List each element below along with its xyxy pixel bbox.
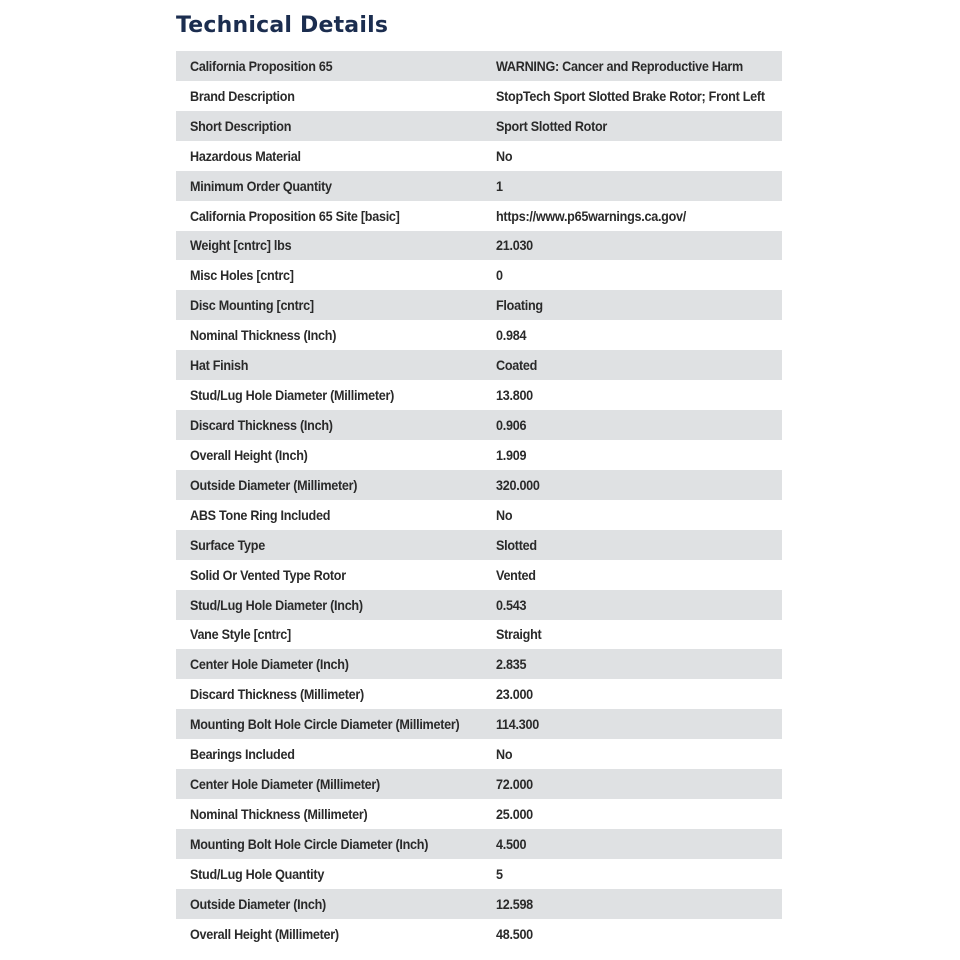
spec-value: 1.909 [496,446,527,463]
table-row [176,799,782,829]
spec-label-cell [176,231,482,261]
spec-label-cell [176,649,482,679]
table-row [176,709,782,739]
spec-value: StopTech Sport Slotted Brake Rotor; Front Left [496,87,765,104]
spec-label: Discard Thickness (Inch) [190,417,333,434]
spec-label-cell [176,799,482,829]
spec-value: 5 [496,865,503,882]
table-row [176,769,782,799]
table-row [176,739,782,769]
spec-value: 4.500 [496,835,527,852]
spec-label: Mounting Bolt Hole Circle Diameter (Millimeter) [190,716,460,733]
spec-value: Sport Slotted Rotor [496,117,608,134]
spec-value: 2.835 [496,656,527,673]
spec-label: Overall Height (Millimeter) [190,925,339,942]
spec-label: Stud/Lug Hole Quantity [190,865,325,882]
spec-value: 114.300 [496,716,539,733]
spec-value: 48.500 [496,925,533,942]
spec-label-cell [176,679,482,709]
spec-value-cell [482,51,782,81]
table-row [176,829,782,859]
spec-value: 23.000 [496,686,533,703]
spec-value: 0.543 [496,596,527,613]
spec-label-cell [176,739,482,769]
spec-value-cell [482,171,782,201]
spec-label-cell [176,769,482,799]
spec-value-cell [482,260,782,290]
spec-value: No [496,147,513,164]
spec-label: Disc Mounting [cntrc] [190,297,314,314]
spec-label: California Proposition 65 [190,57,333,74]
table-row [176,171,782,201]
spec-label: Mounting Bolt Hole Circle Diameter (Inch) [190,835,429,852]
spec-value: Coated [496,357,538,374]
spec-label-cell [176,380,482,410]
spec-label: Hat Finish [190,357,249,374]
spec-label: Center Hole Diameter (Millimeter) [190,776,380,793]
table-row [176,859,782,889]
spec-value-cell [482,889,782,919]
table-row [176,380,782,410]
spec-rows [176,51,782,949]
spec-value: 21.030 [496,237,533,254]
table-row [176,141,782,171]
spec-label: Vane Style [cntrc] [190,626,291,643]
spec-value: No [496,506,513,523]
table-row [176,260,782,290]
spec-label: Bearings Included [190,746,295,763]
page-title: Technical Details [176,13,389,38]
spec-label-cell [176,440,482,470]
spec-label-cell [176,859,482,889]
spec-value-cell [482,620,782,650]
spec-label-cell [176,81,482,111]
spec-value: 1 [496,177,503,194]
table-row [176,201,782,231]
spec-label: ABS Tone Ring Included [190,506,331,523]
spec-value-cell [482,201,782,231]
spec-value: 0.906 [496,417,527,434]
table-row [176,410,782,440]
spec-value-cell [482,141,782,171]
spec-label-cell [176,620,482,650]
spec-value-cell [482,859,782,889]
spec-label-cell [176,410,482,440]
spec-value-cell [482,111,782,141]
spec-label: Center Hole Diameter (Inch) [190,656,349,673]
table-row [176,649,782,679]
spec-label-cell [176,141,482,171]
spec-value-cell [482,231,782,261]
spec-label: Stud/Lug Hole Diameter (Millimeter) [190,387,395,404]
table-row [176,111,782,141]
spec-label-cell [176,290,482,320]
spec-value: 0.984 [496,327,527,344]
spec-value-cell [482,440,782,470]
spec-value-cell [482,350,782,380]
spec-value: 13.800 [496,387,533,404]
spec-label-cell [176,350,482,380]
spec-value-cell [482,919,782,949]
spec-value: 12.598 [496,895,533,912]
spec-value-cell [482,649,782,679]
spec-value-cell [482,320,782,350]
spec-label: Discard Thickness (Millimeter) [190,686,364,703]
spec-value-cell [482,380,782,410]
spec-label: Solid Or Vented Type Rotor [190,566,346,583]
spec-value: 25.000 [496,806,533,822]
spec-value: 0 [496,267,503,284]
spec-label: Overall Height (Inch) [190,446,308,463]
spec-label: Outside Diameter (Millimeter) [190,476,358,493]
spec-label: Weight [cntrc] lbs [190,237,292,254]
spec-value-cell [482,769,782,799]
table-row [176,350,782,380]
spec-label-cell [176,260,482,290]
table-row [176,290,782,320]
spec-value-cell [482,500,782,530]
table-row [176,620,782,650]
spec-label-cell [176,470,482,500]
spec-label-cell [176,320,482,350]
spec-label-cell [176,889,482,919]
spec-label: Stud/Lug Hole Diameter (Inch) [190,596,363,613]
spec-value-cell [482,709,782,739]
spec-value: https://www.p65warnings.ca.gov/ [496,207,686,224]
spec-label: Misc Holes [cntrc] [190,267,294,284]
table-row [176,679,782,709]
spec-value-cell [482,560,782,590]
table-row [176,500,782,530]
table-row [176,320,782,350]
spec-label-cell [176,171,482,201]
spec-label-cell [176,530,482,560]
spec-value-cell [482,410,782,440]
spec-value: 72.000 [496,776,533,793]
spec-label-cell [176,919,482,949]
spec-label: Short Description [190,117,292,134]
spec-label: California Proposition 65 Site [basic] [190,207,400,224]
spec-value-cell [482,290,782,320]
spec-label-cell [176,829,482,859]
table-row [176,470,782,500]
spec-value-cell [482,679,782,709]
spec-label: Nominal Thickness (Inch) [190,327,337,344]
spec-label: Nominal Thickness (Millimeter) [190,806,368,822]
spec-label: Outside Diameter (Inch) [190,895,326,912]
spec-label: Surface Type [190,536,265,553]
spec-value-cell [482,81,782,111]
spec-value-cell [482,739,782,769]
spec-value-cell [482,799,782,829]
table-row [176,530,782,560]
technical-details-table [176,51,782,949]
spec-label: Hazardous Material [190,147,301,164]
table-row [176,231,782,261]
table-row [176,560,782,590]
spec-value: 320.000 [496,476,540,493]
spec-label: Minimum Order Quantity [190,177,332,194]
spec-value: Vented [496,566,536,583]
spec-label-cell [176,111,482,141]
spec-label-cell [176,500,482,530]
table-row [176,590,782,620]
spec-value: Straight [496,626,542,643]
spec-label-cell [176,51,482,81]
spec-label-cell [176,709,482,739]
spec-value: Floating [496,297,543,314]
table-row [176,919,782,949]
spec-label-cell [176,590,482,620]
table-row [176,51,782,81]
spec-label: Brand Description [190,87,295,104]
spec-value: No [496,746,513,763]
spec-value-cell [482,530,782,560]
spec-value-cell [482,829,782,859]
table-row [176,440,782,470]
table-row [176,889,782,919]
spec-label-cell [176,201,482,231]
table-row [176,81,782,111]
spec-value: WARNING: Cancer and Reproductive Harm [496,57,743,74]
spec-value: Slotted [496,536,537,553]
spec-value-cell [482,470,782,500]
spec-value-cell [482,590,782,620]
spec-label-cell [176,560,482,590]
